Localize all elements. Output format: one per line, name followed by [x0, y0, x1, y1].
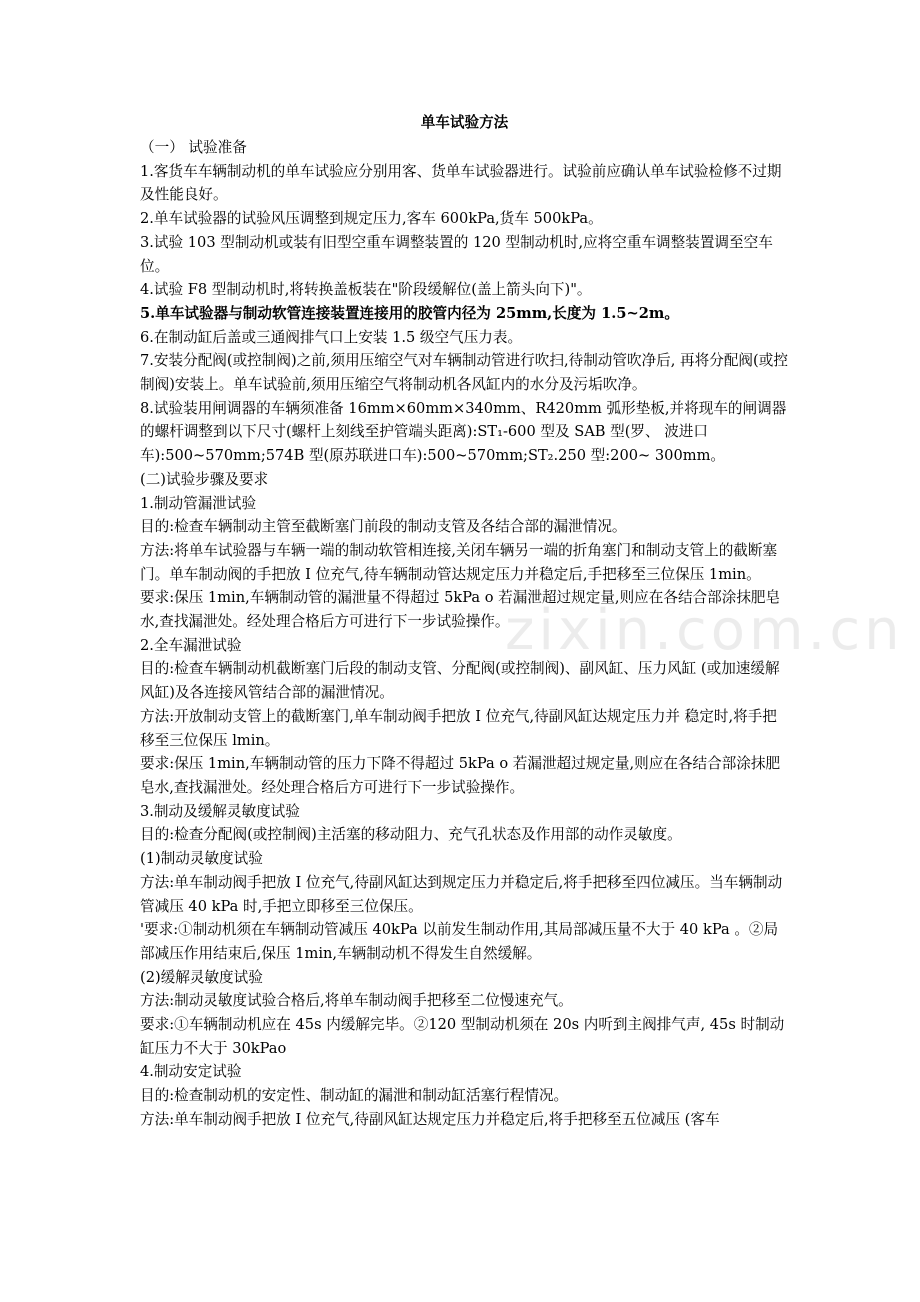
paragraph: '要求:①制动机须在车辆制动管减压 40kPa 以前发生制动作用,其局部减压量不大于 40 kPa 。②局部减压作用结束后,保压 1min,车辆制动机不得发生自然缓解。 [140, 921, 779, 962]
paragraph: （一） 试验准备 [140, 139, 247, 156]
paragraph: 方法:单车制动阀手把放 I 位充气,待副风缸达到规定压力并稳定后,将手把移至四位减压。当车辆制动管减压 40 kPa 时,手把立即移至三位保压。 [140, 873, 783, 915]
paragraph: 4.制动安定试验 [140, 1063, 242, 1081]
paragraph: 3.制动及缓解灵敏度试验 [140, 802, 300, 820]
paragraph: 7.安装分配阀(或控制阀)之前,须用压缩空气对车辆制动管进行吹扫,待制动管吹净后, 再将分配阀(或控制阀)安装上。单车试验前,须用压缩空气将制动机各风缸内的水分及污垢吹净。 [140, 352, 788, 394]
paragraph: 8.试验装用闸调器的车辆须准备 16mm×60mm×340mm、R420mm 弧形垫板,并将现车的闸调器的螺杆调整到以下尺寸(螺杆上刻线至护管端头距离):ST₁-600 型及 SAB 型(罗、 波进口车):500~570mm;574B 型(原苏联进口车):500~570mm;ST₂.250 型:200~ 300mm。 [140, 399, 787, 465]
document-title: 单车试验方法 [420, 114, 509, 131]
paragraph: 方法:单车制动阀手把放 I 位充气,待副风缸达规定压力并稳定后,将手把移至五位减压 (客车 [140, 1110, 720, 1128]
paragraph: 要求:保压 1min,车辆制动管的压力下降不得超过 5kPa o 若漏泄超过规定量,则应在各结合部涂抹肥皂水,查找漏泄处。经处理合格后方可进行下一步试验操作。 [140, 755, 781, 796]
paragraph: 要求:①车辆制动机应在 45s 内缓解完毕。②120 型制动机须在 20s 内听到主阀排气声, 45s 时制动缸压力不大于 30kPao [140, 1016, 785, 1057]
paragraph: (2)缓解灵敏度试验 [140, 968, 263, 986]
paragraph: (1)制动灵敏度试验 [140, 850, 263, 868]
paragraph: 6.在制动缸后盖或三通阀排气口上安装 1.5 级空气压力表。 [140, 328, 523, 346]
paragraph: 目的:检查车辆制动机截断塞门后段的制动支管、分配阀(或控制阀)、副风缸、压力风缸 (或加速缓解风缸)及各连接风管结合部的漏泄情况。 [140, 660, 780, 702]
paragraph: 2.单车试验器的试验风压调整到规定压力,客车 600kPa,货车 500kPa。 [140, 210, 603, 228]
paragraph: 1.客货车车辆制动机的单车试验应分别用客、货单车试验器进行。试验前应确认单车试验检修不过期及性能良好。 [140, 162, 782, 204]
paragraph: 目的:检查制动机的安定性、制动缸的漏泄和制动缸活塞行程情况。 [140, 1087, 569, 1105]
paragraph: 目的:检查车辆制动主管至截断塞门前段的制动支管及各结合部的漏泄情况。 [140, 518, 627, 536]
watermark-text: zixin.com.cn [505, 598, 904, 663]
paragraph: 目的:检查分配阀(或控制阀)主活塞的移动阻力、充气孔状态及作用部的动作灵敏度。 [140, 826, 682, 844]
document-body [140, 136, 789, 1132]
paragraph: 要求:保压 1min,车辆制动管的漏泄量不得超过 5kPa o 若漏泄超过规定量,则应在各结合部涂抹肥皂水,查找漏泄处。经处理合格后方可进行下一步试验操作。 [140, 589, 781, 631]
paragraph: 3.试验 103 型制动机或装有旧型空重车调整装置的 120 型制动机时,应将空重车调整装置调至空车位。 [140, 233, 773, 275]
paragraph: 5.单车试验器与制动软管连接装置连接用的胶管内径为 25mm,长度为 1.5~2m。 [140, 304, 679, 322]
paragraph: 2.全车漏泄试验 [140, 636, 242, 654]
paragraph: (二)试验步骤及要求 [140, 470, 269, 488]
paragraph: 1.制动管漏泄试验 [140, 494, 257, 512]
paragraph: 方法:将单车试验器与车辆一端的制动软管相连接,关闭车辆另一端的折角塞门和制动支管上的截断塞门。单车制动阀的手把放 I 位充气,待车辆制动管达规定压力并稳定后,手把移至三位保压 1min。 [140, 541, 778, 583]
paragraph: 方法:制动灵敏度试验合格后,将单车制动阀手把移至二位慢速充气。 [140, 992, 573, 1010]
paragraph: 方法:开放制动支管上的截断塞门,单车制动阀手把放 I 位充气,待副风缸达规定压力并 稳定时,将手把移至三位保压 lmin。 [140, 707, 777, 749]
paragraph: 4.试验 F8 型制动机时,将转换盖板装在"阶段缓解位(盖上箭头向下)"。 [140, 281, 592, 299]
